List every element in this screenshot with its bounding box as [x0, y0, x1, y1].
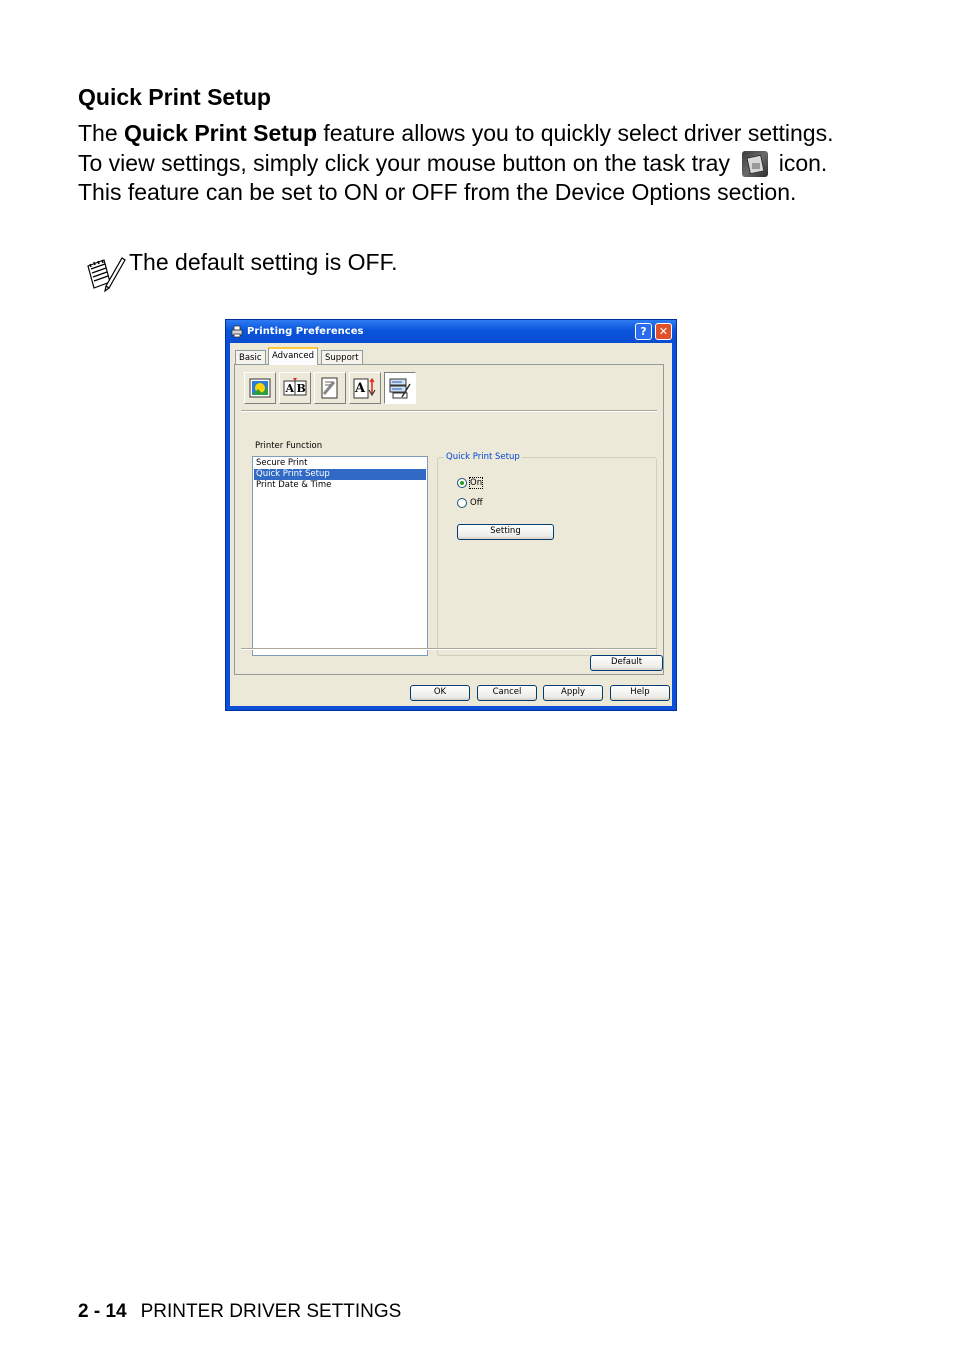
note-pencil-icon [84, 252, 126, 294]
tab-basic[interactable]: Basic [235, 350, 266, 364]
note-text: The default setting is OFF. [129, 249, 398, 275]
list-item-print-date-time[interactable]: Print Date & Time [256, 480, 332, 490]
radio-on[interactable] [457, 478, 467, 488]
apply-button[interactable]: Apply [543, 685, 603, 701]
dialog-client-area [230, 343, 672, 706]
title-close-button[interactable]: ✕ [655, 323, 672, 340]
title-bar[interactable] [226, 320, 676, 343]
quick-print-setup-group [437, 452, 657, 656]
svg-text:A: A [285, 382, 295, 395]
radio-off[interactable] [457, 498, 467, 508]
tab-support[interactable]: Support [321, 350, 363, 364]
title-help-button[interactable]: ? [635, 323, 652, 340]
dialog-title: Printing Preferences [247, 326, 364, 337]
fonts-settings-icon[interactable] [279, 372, 311, 404]
printer-icon [230, 324, 244, 338]
printer-function-label: Printer Function [255, 441, 323, 451]
page-number: 2 - 14 [78, 1301, 127, 1322]
tab-advanced[interactable]: Advanced [268, 347, 318, 365]
task-tray-icon [742, 151, 768, 177]
para-text-3: icon. This feature can be set to ON or OFF from the Device Options section. [78, 149, 828, 206]
page-footer [78, 1301, 401, 1323]
device-options-icon[interactable] [384, 372, 416, 404]
bottom-separator [241, 648, 657, 650]
para-text-1: The [78, 120, 125, 146]
advanced-tab-panel [234, 364, 664, 675]
setting-button[interactable]: Setting [457, 524, 554, 540]
help-button[interactable]: Help [610, 685, 670, 701]
group-title: Quick Print Setup [446, 452, 520, 462]
para-bold-feature: Quick Print Setup [124, 120, 318, 146]
printer-function-list[interactable] [252, 456, 428, 656]
page-setting-icon[interactable] [349, 372, 381, 404]
cancel-button[interactable]: Cancel [477, 685, 537, 701]
toolbar-separator [241, 410, 657, 412]
section-name: PRINTER DRIVER SETTINGS [140, 1301, 402, 1322]
ok-button[interactable]: OK [410, 685, 470, 701]
intro-paragraph [78, 119, 858, 208]
list-item-quick-print-setup[interactable]: Quick Print Setup [254, 469, 426, 480]
radio-on-label[interactable]: On [470, 478, 483, 488]
default-button[interactable]: Default [590, 655, 663, 671]
section-heading: Quick Print Setup [78, 84, 271, 110]
radio-off-label[interactable]: Off [470, 498, 483, 508]
printing-preferences-dialog [225, 319, 677, 711]
list-item-secure-print[interactable]: Secure Print [256, 458, 308, 468]
watermark-settings-icon[interactable] [314, 372, 346, 404]
graphics-settings-icon[interactable] [244, 372, 276, 404]
svg-text:A: A [355, 381, 366, 396]
svg-text:B: B [296, 382, 306, 395]
para-text-2: feature allows you to quickly select driver settings. To view settings, simply click your mouse button on the task tray [78, 120, 834, 176]
